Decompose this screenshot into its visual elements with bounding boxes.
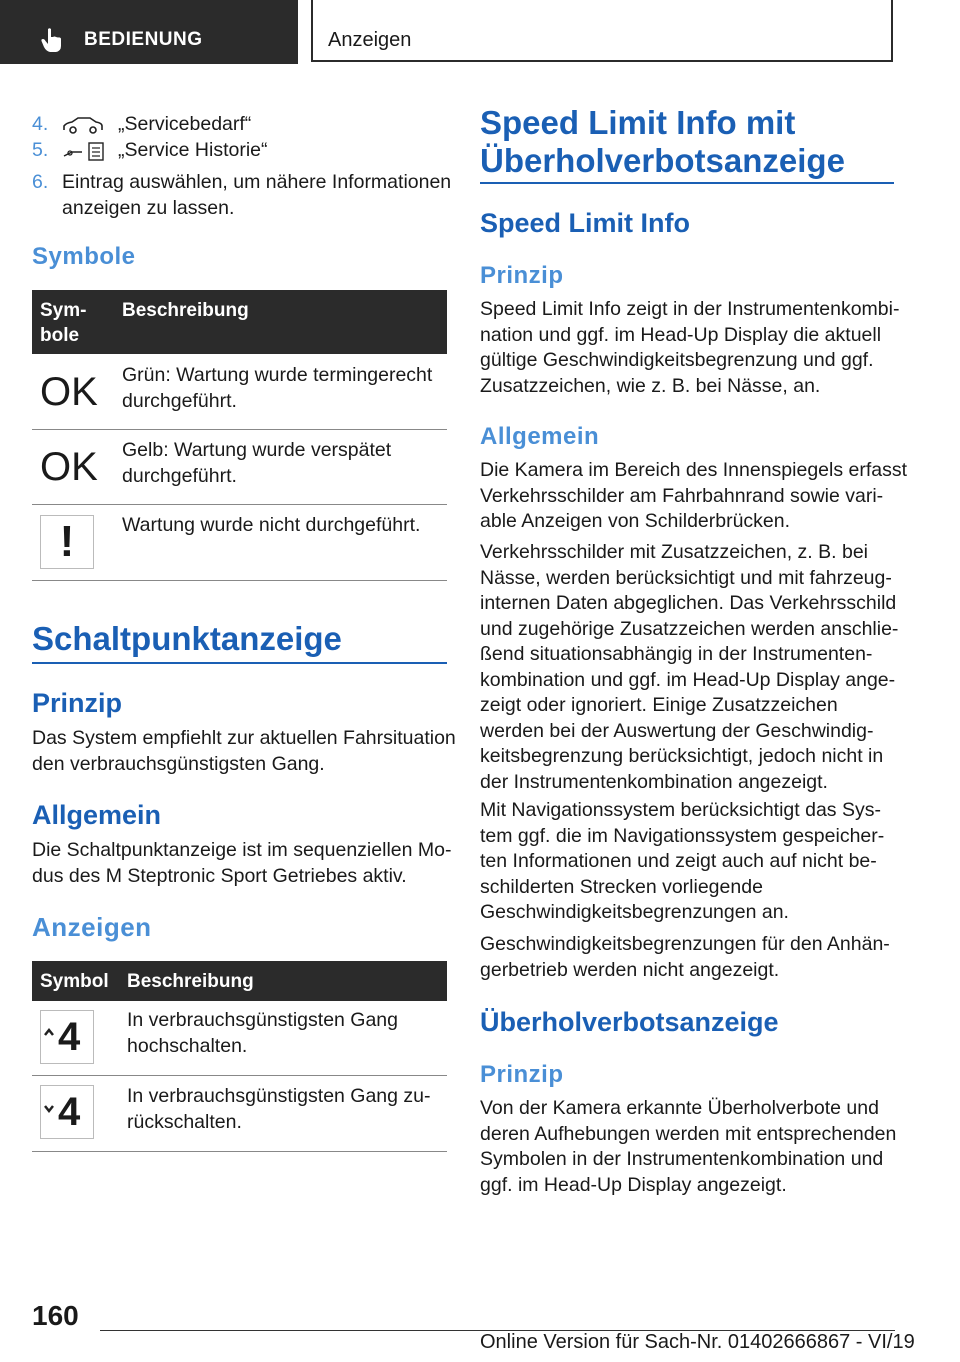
- paragraph: Geschwindigkeitsbegrenzungen für den Anhän- gerbetrieb werden nicht angezeigt.: [480, 933, 890, 981]
- subsection-heading: Prinzip: [480, 1061, 564, 1088]
- table-divider: [32, 1075, 447, 1076]
- footer-text: Online Version für Sach-Nr. 01402666867 - VI/19: [480, 1331, 915, 1353]
- subsection-heading: Allgemein: [32, 800, 162, 830]
- table-divider: [32, 429, 447, 430]
- paragraph: Mit Navigationssystem berücksichtigt das Sys- tem ggf. die im Navigationssystem gespeicher- ten Informationen und zeigt auch auf nicht be- schilderten Strecken vorliegende Geschwindigkeitsbegrenzungen an.: [480, 799, 885, 923]
- table-cell: Gelb: Wartung wurde verspätet durchgeführt.: [122, 439, 392, 487]
- paragraph: Die Kamera im Bereich des Innenspiegels erfasst Verkehrsschilder am Fahrbahnrand sowie vari- able Anzeigen von Schilderbrücken.: [480, 459, 908, 532]
- service-history-icon: [62, 140, 108, 162]
- table-cell: Grün: Wartung wurde termingerecht durchgeführt.: [122, 364, 433, 412]
- table-cell: Wartung wurde nicht durchgeführt.: [122, 514, 421, 536]
- title-rule: [32, 662, 447, 664]
- section-title: Schaltpunktanzeige: [32, 620, 342, 657]
- table-header: Sym- bole Beschreibung: [32, 290, 447, 354]
- paragraph: Speed Limit Info zeigt in der Instrumentenkombi- nation und ggf. im Head-Up Display die aktuell gültige Geschwindigkeitsbegrenzung und ggf. Zusatzzeichen, wie z. B. bei Nässe, an.: [480, 298, 900, 397]
- ok-symbol: OK: [40, 445, 98, 489]
- section-heading: Symbole: [32, 243, 136, 270]
- paragraph: Verkehrsschilder mit Zusatzzeichen, z. B. bei Nässe, werden berücksichtigt und mit fahrzeug- internen Daten abgeglichen. Das Verkehrsschild und zugehörige Zusatzzeichen werden anschlie- ßend situationsabhängig in der Instrumenten- kombination und ggf. im Head-Up Display ange- zeigt oder ignoriert. Einige Zusatzzeichen werden bei der Auswertung der Geschwindig- keitsbegrenzung berücksichtigt, jedoch nicht in der Instrumentenkombination angezeigt.: [480, 541, 899, 793]
- page-number: 160: [32, 1300, 79, 1331]
- section-tab[interactable]: [0, 0, 298, 64]
- paragraph: Das System empfiehlt zur aktuellen Fahrsituation den verbrauchsgünstigsten Gang.: [32, 727, 456, 775]
- table-divider: [32, 1151, 447, 1152]
- table-divider: [32, 580, 447, 581]
- section-heading: Anzeigen: [32, 912, 152, 942]
- section-label: BEDIENUNG: [84, 29, 203, 50]
- ok-symbol: OK: [40, 370, 98, 414]
- gear-up-icon: 4: [40, 1010, 94, 1064]
- table-header: Symbol Beschreibung: [32, 961, 447, 1001]
- subsection-heading: Überholverbotsanzeige: [480, 1007, 779, 1037]
- chapter-tab: [311, 0, 893, 62]
- section-title: Speed Limit Info mit Überholverbotsanzeige: [480, 104, 845, 179]
- table-cell: In verbrauchsgünstigsten Gang hochschalten.: [127, 1009, 399, 1057]
- subsection-heading: Speed Limit Info: [480, 208, 691, 238]
- paragraph: Von der Kamera erkannte Überholverbote und deren Aufhebungen werden mit entsprechenden Symbolen in der Instrumentenkombination und ggf. im Head-Up Display angezeigt.: [480, 1097, 897, 1196]
- table-cell: In verbrauchsgünstigsten Gang zu- rückschalten.: [127, 1085, 431, 1133]
- warning-exclamation-icon: !: [40, 515, 94, 569]
- title-rule: [480, 182, 894, 184]
- subsection-heading: Allgemein: [480, 423, 600, 450]
- hand-pointer-icon: [40, 27, 64, 53]
- chapter-title: Anzeigen: [328, 29, 412, 51]
- subsection-heading: Prinzip: [32, 688, 123, 718]
- paragraph: Die Schaltpunktanzeige ist im sequenziellen Mo- dus des M Steptronic Sport Getriebes aktiv.: [32, 839, 452, 887]
- gear-down-icon: 4: [40, 1085, 94, 1139]
- car-icon: [62, 116, 104, 134]
- subsection-heading: Prinzip: [480, 262, 564, 289]
- table-divider: [32, 504, 447, 505]
